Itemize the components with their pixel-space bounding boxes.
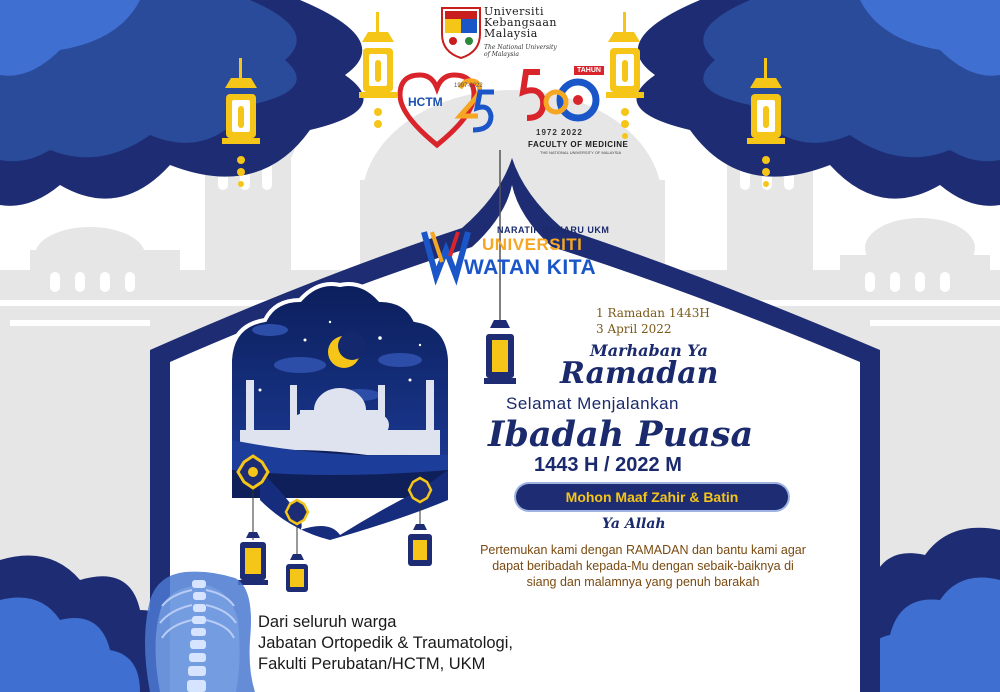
ukm-name-line-1: Universiti (484, 5, 544, 18)
slogan-watan-kita: WATAN KITA (464, 256, 597, 279)
date-gregorian: 3 April 2022 (596, 322, 672, 336)
date-hijri: 1 Ramadan 1443H (596, 306, 710, 320)
ukm-name-line-3: Malaysia (484, 27, 538, 40)
ukm-subtitle: The National University of Malaysia (484, 44, 557, 58)
slogan-naratif: NARATIF BAHARU UKM (497, 225, 610, 235)
sender-line-1: Dari seluruh warga (258, 613, 397, 631)
ukm-crest (442, 8, 480, 58)
ukm-name-line-2: Kebangsaan (484, 16, 558, 29)
fom-name: FACULTY OF MEDICINE (528, 140, 629, 149)
hctm-years: 1997-2022 (454, 83, 483, 89)
hctm-acronym: HCTM (408, 95, 443, 109)
ya-allah-text: Ya Allah (602, 516, 666, 532)
ibadah-puasa-heading: Ibadah Puasa (488, 414, 754, 455)
sender-line-2: Jabatan Ortopedik & Traumatologi, (258, 634, 513, 652)
fom-tahun-label: TAHUN (574, 66, 604, 75)
fom-years: 1972 2022 (536, 128, 583, 137)
marhaban-heading: Marhaban Ya (590, 341, 708, 360)
spine-xray-image (145, 572, 255, 692)
sender-line-3: Fakulti Perubatan/HCTM, UKM (258, 655, 486, 673)
ramadan-heading: Ramadan (560, 356, 719, 391)
selamat-text: Selamat Menjalankan (506, 394, 679, 413)
mohon-maaf-banner: Mohon Maaf Zahir & Batin (516, 484, 788, 510)
slogan-universiti: UNIVERSITI (482, 235, 583, 254)
cloud-top-left (0, 0, 364, 206)
doa-text: Pertemukan kami dengan RAMADAN dan bantu kami agar dapat beribadah kepada-Mu dengan sebaik-baiknya di siang dan malamnya yang penuh barakah (480, 543, 806, 589)
year-text: 1443 H / 2022 M (534, 454, 682, 476)
cloud-top-right (636, 0, 1000, 206)
sender-block (258, 612, 513, 675)
ukm-name (484, 6, 557, 39)
fom-subname: THE NATIONAL UNIVERSITY OF MALAYSIA (540, 150, 622, 155)
